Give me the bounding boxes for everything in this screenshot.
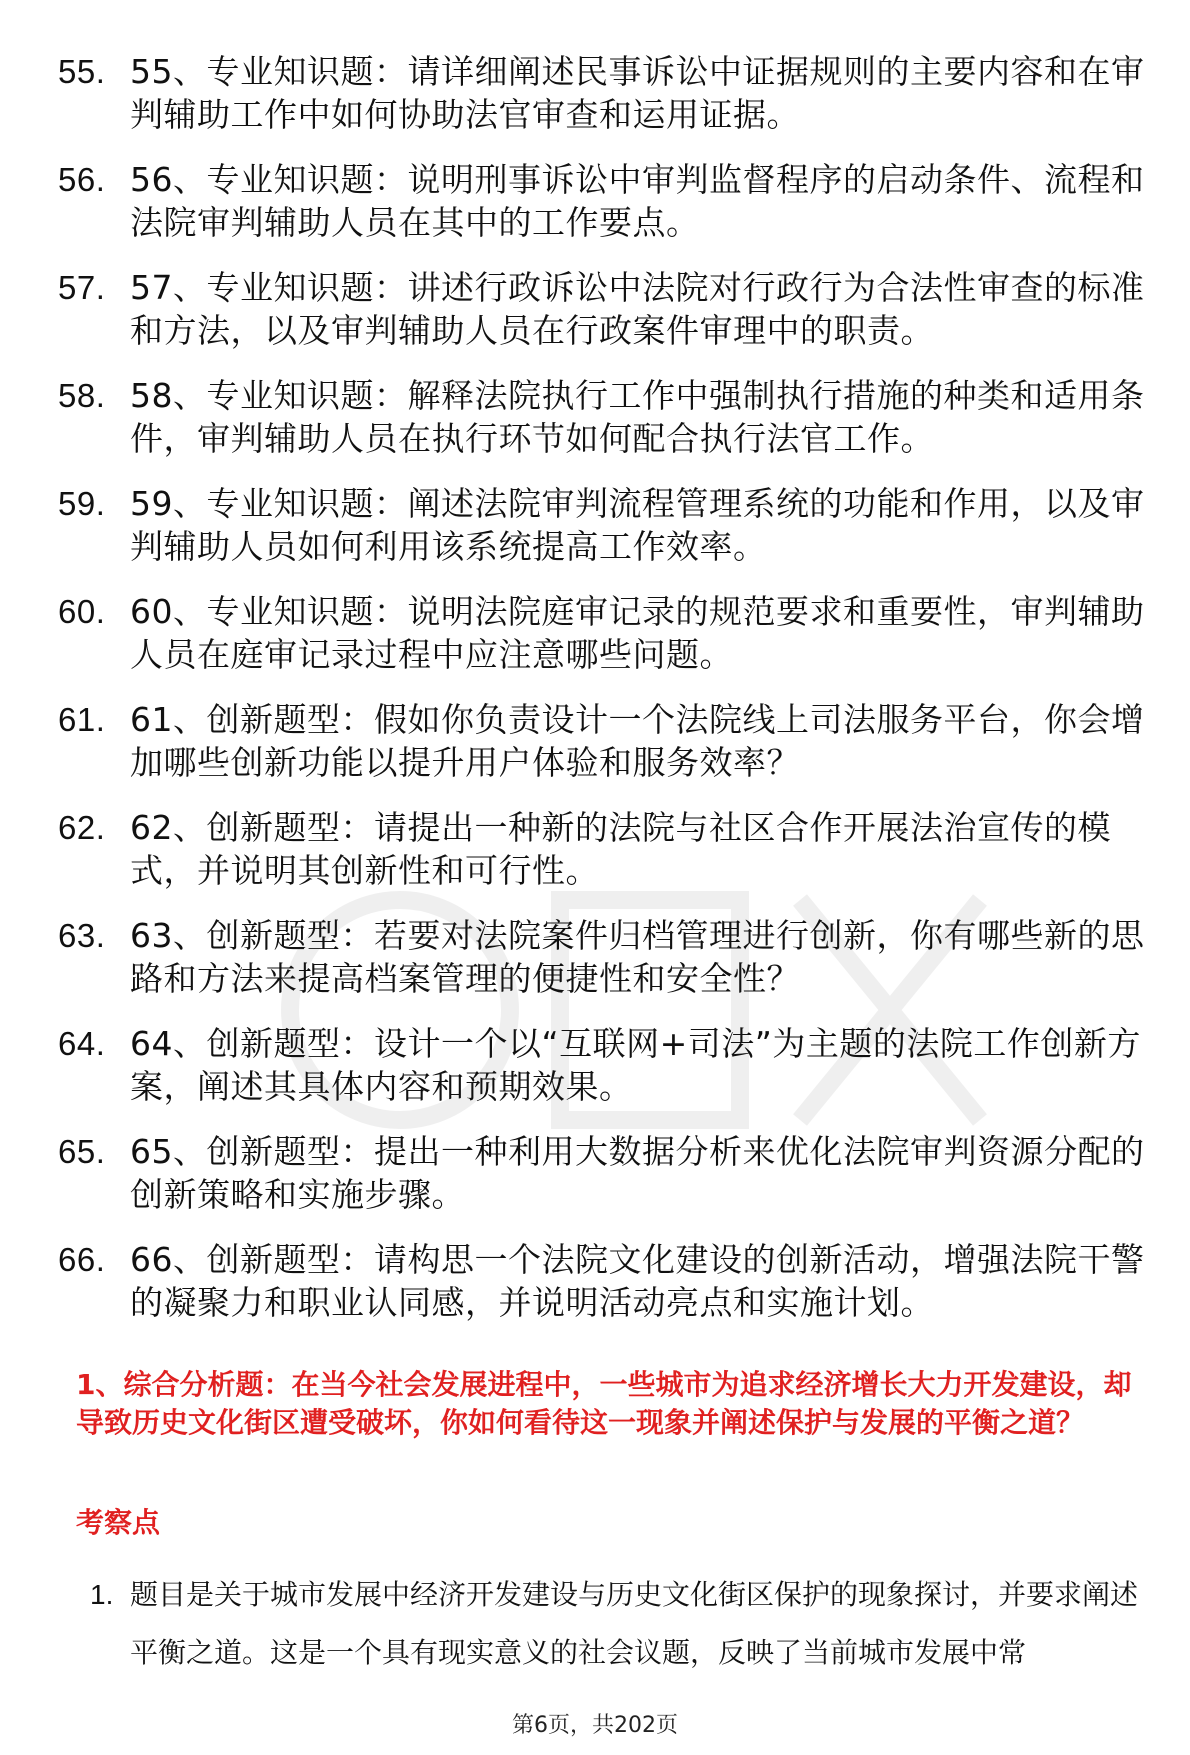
- list-item: [58, 266, 1158, 352]
- question-number: 60.: [58, 593, 106, 630]
- analysis-point: [90, 1566, 1150, 1682]
- question-text: 58、专业知识题：解释法院执行工作中强制执行措施的种类和适用条件，审判辅助人员在执行环节如何配合执行法官工作。: [130, 376, 1145, 458]
- question-text: 63、创新题型：若要对法院案件归档管理进行创新，你有哪些新的思路和方法来提高档案管理的便捷性和安全性？: [130, 916, 1145, 998]
- list-item: [58, 1022, 1158, 1108]
- analysis-subtitle: 考察点: [76, 1506, 161, 1539]
- question-number: 62.: [58, 809, 106, 846]
- question-number: 58.: [58, 377, 106, 414]
- question-number: 65.: [58, 1133, 106, 1170]
- question-number: 59.: [58, 485, 106, 522]
- point-text: 题目是关于城市发展中经济开发建设与历史文化街区保护的现象探讨，并要求阐述平衡之道。这是一个具有现实意义的社会议题，反映了当前城市发展中常: [130, 1578, 1139, 1669]
- list-item: [58, 158, 1158, 244]
- question-number: 64.: [58, 1025, 106, 1062]
- question-number: 55.: [58, 53, 106, 90]
- list-item: [58, 482, 1158, 568]
- question-text: 55、专业知识题：请详细阐述民事诉讼中证据规则的主要内容和在审判辅助工作中如何协助法官审查和运用证据。: [130, 52, 1145, 134]
- list-item: [58, 590, 1158, 676]
- list-item: [58, 374, 1158, 460]
- list-item: [58, 1238, 1158, 1324]
- analysis-question-title: 1、综合分析题：在当今社会发展进程中，一些城市为追求经济增长大力开发建设，却导致历史文化街区遭受破坏，你如何看待这一现象并阐述保护与发展的平衡之道？: [76, 1368, 1132, 1439]
- question-number: 61.: [58, 701, 106, 738]
- question-text: 57、专业知识题：讲述行政诉讼中法院对行政行为合法性审查的标准和方法，以及审判辅助人员在行政案件审理中的职责。: [130, 268, 1145, 350]
- question-number: 57.: [58, 269, 106, 306]
- question-text: 64、创新题型：设计一个以“互联网+司法”为主题的法院工作创新方案，阐述其具体内容和预期效果。: [130, 1024, 1141, 1106]
- list-item: [58, 1130, 1158, 1216]
- list-item: [58, 806, 1158, 892]
- question-number: 63.: [58, 917, 106, 954]
- question-text: 62、创新题型：请提出一种新的法院与社区合作开展法治宣传的模式，并说明其创新性和可行性。: [130, 808, 1111, 890]
- point-number: 1.: [90, 1579, 114, 1610]
- question-text: 56、专业知识题：说明刑事诉讼中审判监督程序的启动条件、流程和法院审判辅助人员在其中的工作要点。: [130, 160, 1145, 242]
- question-number: 66.: [58, 1241, 106, 1278]
- list-item: [58, 698, 1158, 784]
- question-text: 66、创新题型：请构思一个法院文化建设的创新活动，增强法院干警的凝聚力和职业认同感，并说明活动亮点和实施计划。: [130, 1240, 1145, 1322]
- question-text: 65、创新题型：提出一种利用大数据分析来优化法院审判资源分配的创新策略和实施步骤。: [130, 1132, 1145, 1214]
- list-item: [58, 50, 1158, 136]
- question-text: 59、专业知识题：阐述法院审判流程管理系统的功能和作用，以及审判辅助人员如何利用该系统提高工作效率。: [130, 484, 1145, 566]
- list-item: [58, 914, 1158, 1000]
- question-number: 56.: [58, 161, 106, 198]
- page-footer: 第6页，共202页: [512, 1713, 678, 1738]
- question-text: 60、专业知识题：说明法院庭审记录的规范要求和重要性，审判辅助人员在庭审记录过程中应注意哪些问题。: [130, 592, 1145, 674]
- question-list: [58, 50, 1158, 1346]
- question-text: 61、创新题型：假如你负责设计一个法院线上司法服务平台，你会增加哪些创新功能以提升用户体验和服务效率？: [130, 700, 1145, 782]
